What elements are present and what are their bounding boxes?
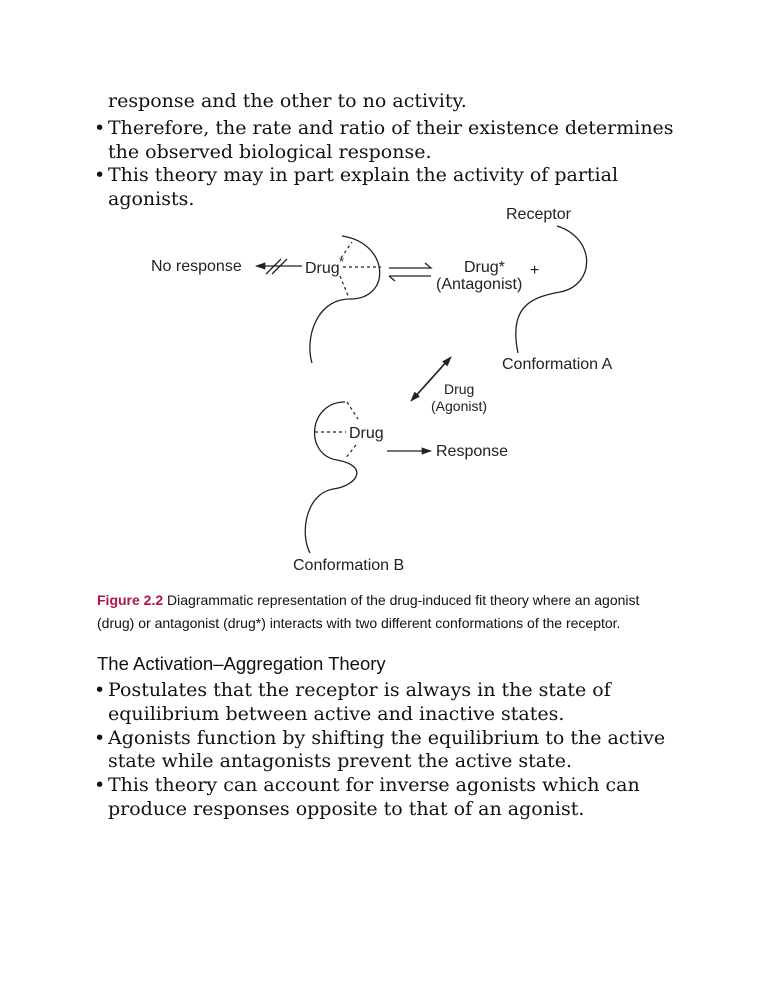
list-item bbox=[94, 117, 694, 164]
figure-label: Figure 2.2 bbox=[97, 592, 164, 608]
figure-caption bbox=[97, 589, 677, 635]
drug-star-label: Drug* bbox=[464, 259, 505, 276]
bullet-text: Agonists function by shifting the equilibrium to the active state while antagonists prevent the active state. bbox=[108, 726, 666, 772]
conformation-b-label: Conformation B bbox=[293, 557, 405, 574]
list-item bbox=[94, 727, 694, 774]
bullet-text: This theory can account for inverse agonists which can produce responses opposite to that of an agonist. bbox=[108, 774, 640, 820]
list-item bbox=[94, 679, 694, 726]
caption-text: Diagrammatic representation of the drug-induced fit theory where an agonist (drug) or antagonist (drug*) interacts with two different conformations of the receptor. bbox=[97, 592, 640, 631]
bullet-icon: • bbox=[94, 117, 106, 139]
bullet-text: Therefore, the rate and ratio of their existence determines the observed biological response. bbox=[108, 117, 674, 163]
equilibrium-reverse-arrow bbox=[389, 276, 431, 281]
binding-dashes-left bbox=[340, 242, 381, 298]
conversion-arrow-down bbox=[411, 362, 446, 401]
bullet-icon: • bbox=[94, 774, 106, 796]
plus-sign: + bbox=[530, 262, 540, 279]
drug-bottom-label: Drug bbox=[349, 425, 384, 442]
continuation-text: response and the other to no activity. bbox=[108, 90, 467, 112]
response-label: Response bbox=[436, 443, 509, 460]
drug-star-mark: * bbox=[339, 254, 345, 269]
drug-left-label: Drug bbox=[305, 260, 340, 277]
bullet-icon: • bbox=[94, 164, 106, 186]
bullet-icon: • bbox=[94, 726, 106, 749]
list-item bbox=[94, 774, 694, 821]
conformation-a-label: Conformation A bbox=[502, 356, 613, 373]
drug-agonist-label-line2: (Agonist) bbox=[431, 398, 488, 414]
section-heading: The Activation–Aggregation Theory bbox=[97, 653, 386, 674]
bullet-icon: • bbox=[94, 679, 106, 701]
receptor-bound-antagonist-curve bbox=[310, 236, 380, 363]
receptor-label: Receptor bbox=[506, 206, 571, 223]
bullet-text: Postulates that the receptor is always in the state of equilibrium between active and inactive states. bbox=[108, 679, 611, 725]
receptor-conformation-a-curve bbox=[516, 226, 587, 353]
bottom-bullet-list bbox=[94, 679, 694, 822]
antagonist-label: (Antagonist) bbox=[436, 276, 523, 293]
equilibrium-forward-arrow bbox=[389, 263, 431, 268]
no-response-label: No response bbox=[151, 258, 242, 275]
drug-induced-fit-diagram bbox=[0, 195, 772, 580]
drug-agonist-label-line1: Drug bbox=[444, 381, 475, 397]
bullet-text: This theory may in part explain the activity of partial agonists. bbox=[108, 164, 619, 210]
